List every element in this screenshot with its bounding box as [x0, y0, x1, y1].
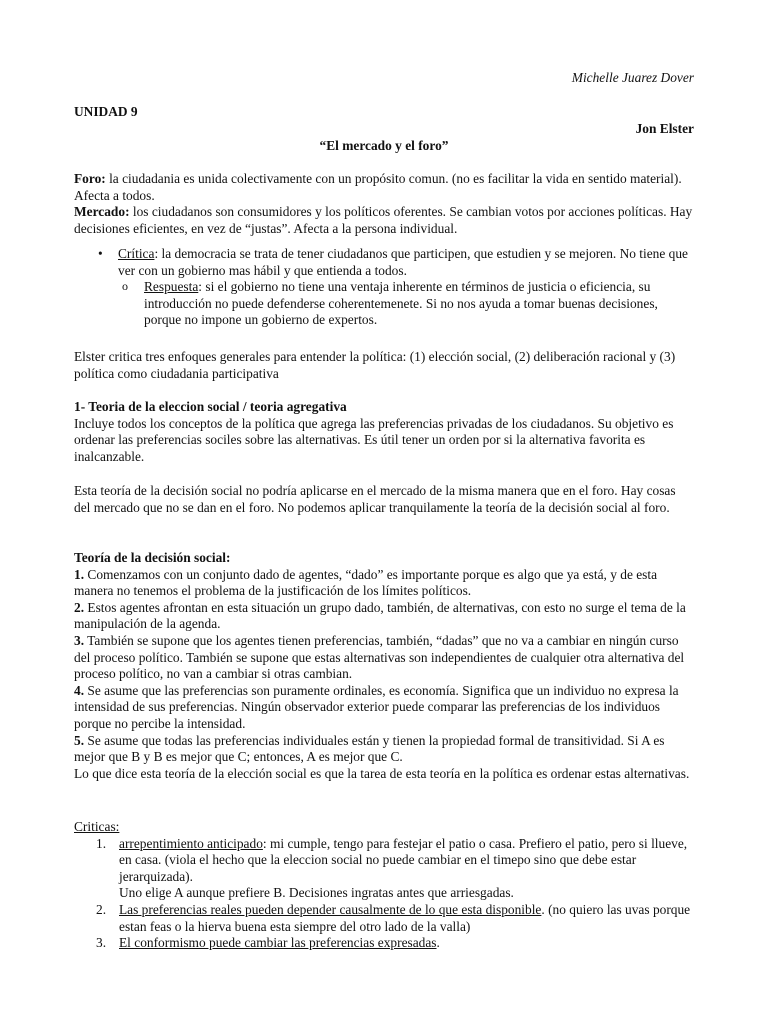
point-text: Estos agentes afrontan en esta situación un grupo dado, también, de alternativas, con esto no surge el tema de la manipulación de la agenda. [74, 599, 686, 632]
item-text: : mi cumple, tengo para festejar el patio o casa. Prefiero el patio, pero si llueve, en casa. (viola el hecho que la eleccion social no puede cambiar en el timepo sino que debe estar jerarquizada). [119, 835, 688, 884]
section-1 [74, 399, 694, 465]
critica-label: Crítica [118, 246, 155, 261]
critica-list-item-3 [74, 935, 694, 952]
point-number: 4. [74, 682, 85, 698]
bullet-marker: • [98, 246, 103, 261]
section-1-paragraph-1: Incluye todos los conceptos de la política que agrega las preferencias privadas de los ciudadanos. Su objetivo es ordenar las preferencias sociles sobre las alternativas. Es útil tener un orden por si la alternativa favorita es inalcanzable. [74, 415, 674, 464]
point-text: Comenzamos con un conjunto dado de agentes, “dado” es importante porque es algo que ya está, y de esta manera no tenemos el problema de la justificación de los límites políticos. [74, 566, 658, 599]
item-term: El conformismo puede cambiar las preferencias expresadas [119, 935, 437, 951]
item-text: . (no quiero las uvas porque estan feas o la hierva buena esta siempre del otro lado de la valla) [119, 901, 691, 934]
mercado-term: Mercado: [74, 204, 130, 220]
section-1-heading-text: 1- Teoria de la eleccion social / teoria agregativa [74, 399, 347, 414]
definitions [74, 171, 694, 237]
mercado-definition [74, 204, 694, 237]
critica-list-item-1 [74, 836, 694, 902]
item-extra: Uno elige A aunque prefiere B. Decisiones ingratas antes que arriesgadas. [119, 885, 514, 901]
point-number: 2. [74, 599, 85, 615]
criticas-heading-text: Criticas: [74, 819, 120, 834]
theory-point-1 [74, 567, 694, 600]
theory-point-2 [74, 600, 694, 633]
theory-section [74, 550, 694, 782]
critica-list-item-2 [74, 902, 694, 935]
item-term: Las preferencias reales pueden depender causalmente de lo que esta disponible [119, 901, 542, 917]
critica-item [74, 246, 694, 329]
section-1-paragraph-2-block [74, 483, 694, 516]
unit-heading: UNIDAD 9 [74, 104, 138, 119]
critica-text: : la democracia se trata de tener ciudadanos que participen, que estudien y se mejoren. No tiene que ver con un gobierno mas hábil y que entienda a todos. [118, 246, 688, 278]
intro-paragraph [74, 349, 694, 382]
item-number: 1. [96, 835, 107, 851]
foro-text: la ciudadania es unida colectivamente con un propósito comun. (no es facilitar la vida en sentido material). Afecta a todos. [74, 171, 682, 203]
foro-definition [74, 171, 694, 204]
theory-conclusion: Lo que dice esta teoría de la elección social es que la tarea de esta teoría en la política es ordenar estas alternativas. [74, 765, 690, 781]
respuesta-label: Respuesta [144, 279, 199, 295]
foro-term: Foro: [74, 171, 106, 186]
point-text: También se supone que los agentes tienen preferencias, también, “dadas” que no va a cambiar en ningún curso del proceso político. También se supone que estas alternativas son independientes de cualquier otra alternativa del proceso político, no van a cambiar si otras cambian. [74, 632, 685, 682]
theory-heading [74, 550, 694, 567]
document-title: “El mercado y el foro” [319, 138, 449, 153]
sub-bullet-marker: o [122, 279, 128, 294]
theory-point-4 [74, 683, 694, 733]
intro-text: Elster critica tres enfoques generales para entender la política: (1) elección social, (2) deliberación racional y (3) política como ciudadania participativa [74, 349, 676, 381]
point-text: Se asume que todas las preferencias individuales están y tienen la propiedad formal de transitividad. Si A es mejor que B y B es mejor que C; entonces, A es mejor que C. [74, 732, 665, 765]
author-name: Michelle Juarez Dover [571, 70, 694, 85]
theory-point-5 [74, 733, 694, 766]
criticas-section [74, 819, 694, 952]
point-number: 1. [74, 566, 85, 582]
section-1-heading [74, 399, 694, 416]
mercado-text: los ciudadanos son consumidores y los políticos oferentes. Se cambian votos por acciones políticas. Hay decisiones eficientes, en vez de “justas”. Afecta a la persona individual. [74, 204, 693, 236]
theory-point-3 [74, 633, 694, 683]
point-number: 3. [74, 632, 85, 648]
respuesta-item [118, 279, 694, 329]
item-term: arrepentimiento anticipado [119, 835, 263, 851]
section-1-paragraph-2: Esta teoría de la decisión social no podría aplicarse en el mercado de la misma manera que en el foro. Hay cosas del mercado que no se dan en el foro. No podemos aplicar tranquilamente la teoría de la decisión social al foro. [74, 483, 676, 515]
theory-heading-text: Teoría de la decisión social: [74, 550, 231, 565]
item-number: 2. [96, 901, 107, 917]
writer-name: Jon Elster [635, 121, 694, 136]
point-number: 5. [74, 732, 85, 748]
item-text: . [436, 935, 440, 951]
item-number: 3. [96, 935, 107, 951]
critica-list [74, 246, 694, 329]
point-text: Se asume que las preferencias son puramente ordinales, es economía. Significa que un individuo no expresa la intensidad de sus preferencias. Ningún observador exterior puede comparar las preferencias de los individuos porque no percibe la intensidad. [74, 682, 679, 731]
respuesta-text: : si el gobierno no tiene una ventaja inherente en términos de justicia o eficiencia, su introducción no puede defenderse coherentemenete. Si no nos ayuda a tomar buenas decisiones, porque no impone un gobierno de expertos. [144, 279, 658, 328]
criticas-heading [74, 819, 694, 836]
